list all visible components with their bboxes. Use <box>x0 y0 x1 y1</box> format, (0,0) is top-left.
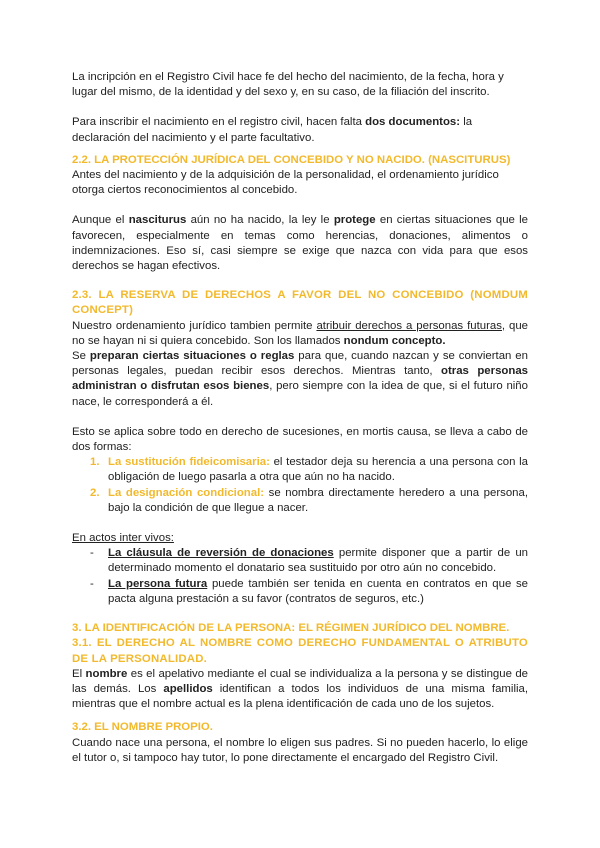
text: Para inscribir el nacimiento en el registro civil, hacen falta <box>72 116 366 129</box>
list-item <box>72 455 528 485</box>
text: El <box>72 667 86 680</box>
heading-3-2: 3.2. EL NOMBRE PROPIO. <box>72 721 213 734</box>
list-text: puede también ser tenida en cuenta en contratos en que se pacta alguna prestación a su favor (contratos de seguros, etc.) <box>108 577 529 605</box>
text: es el apelativo mediante el cual se individualiza a la persona y se distingue de las demás. Los <box>72 667 528 695</box>
list-item <box>72 486 528 516</box>
bold-text: apellidos <box>163 682 213 695</box>
inter-vivos-label: En actos inter vivos: <box>72 532 174 545</box>
bold-text: dos documentos: <box>365 116 461 129</box>
underlined-text: atribuir derechos a personas futuras, <box>316 319 506 332</box>
list-term: La persona futura <box>108 577 208 590</box>
paragraph-documents <box>72 115 528 145</box>
paragraph-succession: Esto se aplica sobre todo en derecho de sucesiones, en mortis causa, se lleva a cabo de dos formas: <box>72 425 528 454</box>
text: Nuestro ordenamiento jurídico tambien permite <box>72 319 317 332</box>
text: que no se hayan ni si quiera concebido. Son los llamados <box>72 319 529 347</box>
list-item <box>72 546 528 576</box>
list-term: La designación condicional: <box>108 486 265 499</box>
bold-text: nondum concepto. <box>343 334 446 347</box>
document-page <box>72 70 528 766</box>
paragraph-nasciturus <box>72 213 528 274</box>
dash-marker: - <box>90 547 94 560</box>
bold-text: nasciturus <box>128 214 187 227</box>
list-term: La sustitución fideicomisaria: <box>108 456 270 469</box>
text: para que, cuando nazcan y se conviertan en personas legales, puedan recibir esos derechos. Mientras tanto, <box>72 350 528 378</box>
text: Se <box>72 350 90 363</box>
dash-list <box>72 546 528 607</box>
heading-2-3: 2.3. LA RESERVA DE DERECHOS A FAVOR DEL NO CONCEBIDO (NOMDUM CONCEPT) <box>72 289 528 317</box>
paragraph-before-birth: Antes del nacimiento y de la adquisición de la personalidad, el ordenamiento jurídico otorga ciertos reconocimientos al concebido. <box>72 169 499 197</box>
list-text: se nombra directamente heredero a una persona, bajo la condición de que llegue a nacer. <box>108 486 528 514</box>
heading-2-2: 2.2. LA PROTECCIÓN JURÍDICA DEL CONCEBIDO Y NO NACIDO. (NASCITURUS) <box>72 153 511 166</box>
heading-3-1: 3.1. EL DERECHO AL NOMBRE COMO DERECHO FUNDAMENTAL O ATRIBUTO DE LA PERSONALIDAD. <box>72 637 528 665</box>
text: identifican a todos los individuos de una misma familia, mientras que el nombre actual es la plena identificación de cada uno de los sujetos. <box>72 682 529 711</box>
list-text: el testador deja su herencia a una persona con la obligación de luego pasarla a otra que aún no ha nacido. <box>108 456 528 484</box>
list-item <box>72 577 528 607</box>
text: Aunque el <box>72 214 129 227</box>
list-text: permite disponer que a partir de un determinado momento el donatario sea sustituido por otro aún no concebido. <box>108 547 528 575</box>
paragraph-given-name: Cuando nace una persona, el nombre lo eligen sus padres. Si no pueden hacerlo, lo elige el tutor o, si tampoco hay tutor, lo pone directamente el encargado del Registro Civil. <box>72 736 528 764</box>
paragraph-inscription: La incripción en el Registro Civil hace fe del hecho del nacimiento, de la fecha, hora y lugar del mismo, de la identidad y del sexo y, en su caso, de la filiación del inscrito. <box>72 71 504 99</box>
list-term: La cláusula de reversión de donaciones <box>108 547 334 560</box>
bold-text: preparan ciertas situaciones o reglas <box>89 350 295 363</box>
bold-text: protege <box>333 214 376 227</box>
numbered-list <box>72 455 528 516</box>
paragraph-future-persons <box>72 319 528 349</box>
bold-text: nombre <box>85 667 128 680</box>
heading-3: 3. LA IDENTIFICACIÓN DE LA PERSONA: EL RÉGIMEN JURÍDICO DEL NOMBRE. <box>72 622 510 635</box>
paragraph-rules <box>72 349 528 410</box>
text: en ciertas situaciones que le favorecen, especialmente en temas como herencias, donaciones, alimentos o indemnizaciones. Eso sí, casi siempre se exige que nazca con vida para que esos derechos se hagan efectivos. <box>72 214 529 273</box>
bold-text: otras personas administran o disfrutan esos bienes <box>72 365 528 393</box>
list-number: 1. <box>90 456 100 469</box>
list-number: 2. <box>90 486 100 499</box>
dash-marker: - <box>90 577 94 590</box>
text: , pero siempre con la idea de que, si el futuro niño nace, le corresponderá a él. <box>72 380 528 408</box>
text: la declaración del nacimiento y el parte facultativo. <box>72 116 473 144</box>
text: aún no ha nacido, la ley le <box>186 214 334 227</box>
paragraph-name <box>72 667 528 713</box>
